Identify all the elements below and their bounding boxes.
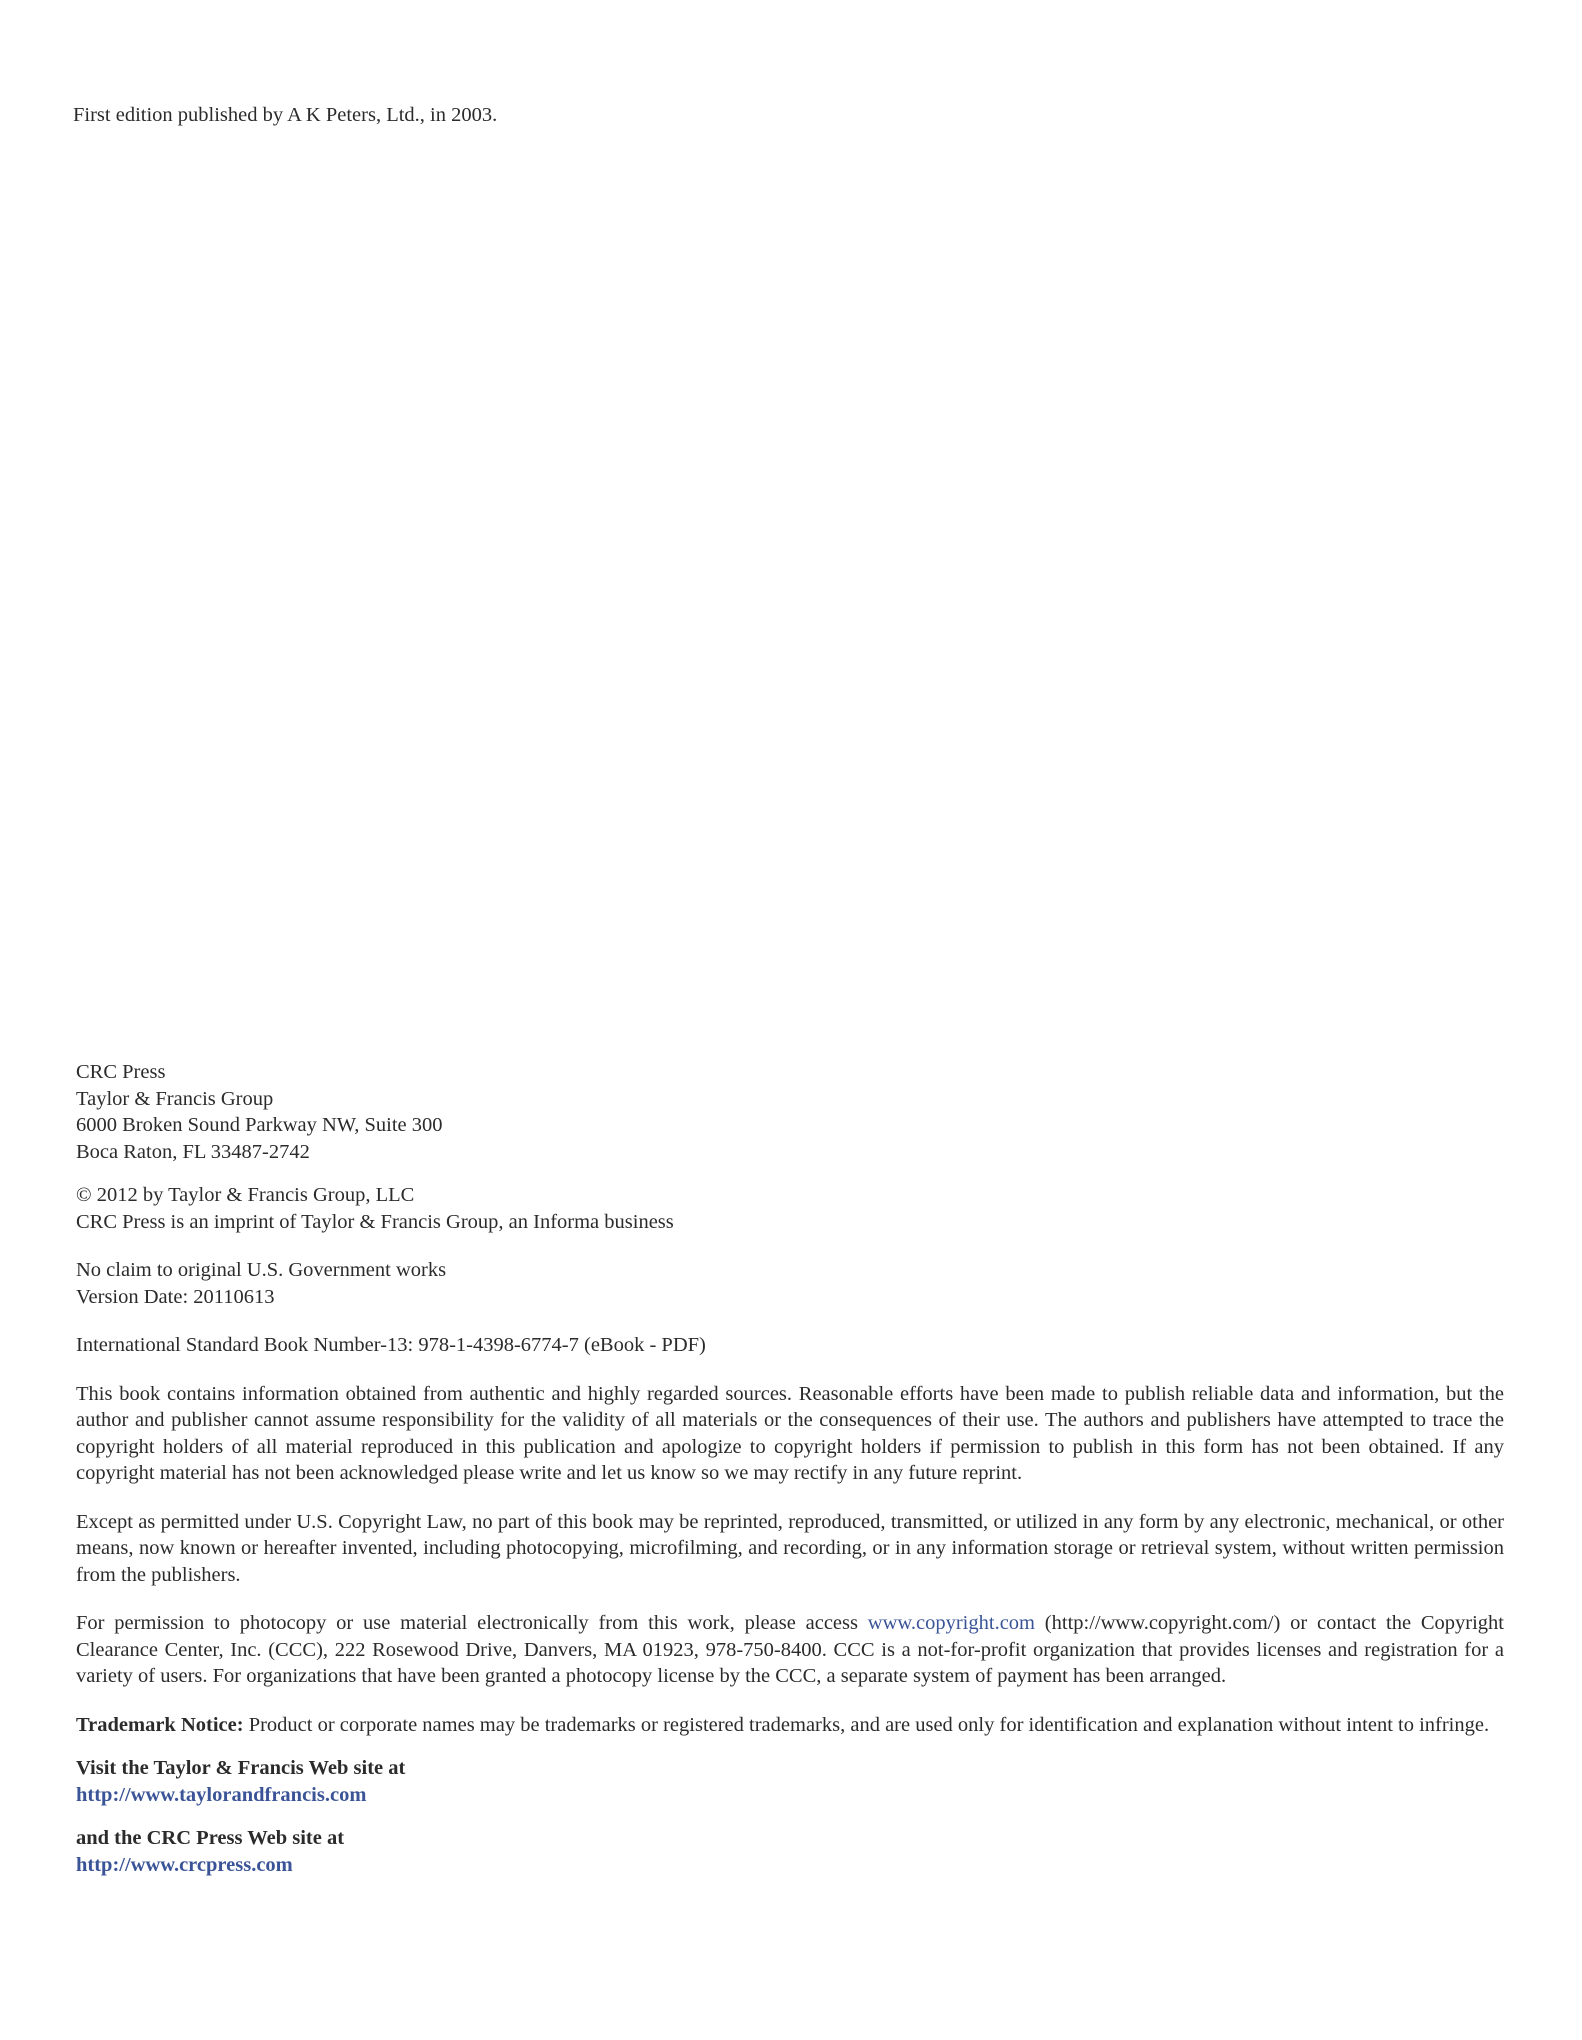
crc-web-link[interactable]: http://www.crcpress.com [76, 1853, 293, 1876]
copyright-link[interactable]: www.copyright.com [867, 1612, 1035, 1634]
copyright-notice [76, 1182, 1504, 1235]
publisher-group: Taylor & Francis Group [76, 1087, 274, 1110]
copyright-line-1: © 2012 by Taylor & Francis Group, LLC [76, 1184, 415, 1206]
publisher-name: CRC Press [76, 1061, 166, 1083]
imprint-block [76, 1059, 1504, 1878]
permission-text-before: For permission to photocopy or use material electronically from this work, please access [76, 1612, 868, 1634]
reproduction-paragraph: Except as permitted under U.S. Copyright Law, no part of this book may be reprinted, reproduced, transmitted, or utilized in any form by any electronic, mechanical, or other means, now known or hereafter invented, including photocopying, microfilming, and recording, or in any information storage or retrieval system, without written permission from the publishers. [76, 1510, 1504, 1586]
address-line-2: Boca Raton, FL 33487-2742 [76, 1140, 310, 1163]
taylor-francis-web [76, 1755, 1504, 1808]
trademark-label: Trademark Notice: [76, 1713, 244, 1736]
claim-line: No claim to original U.S. Government works [76, 1259, 447, 1281]
crc-web-label: and the CRC Press Web site at [76, 1827, 345, 1849]
first-edition-note: First edition published by A K Peters, Ltd., in 2003. [73, 104, 498, 126]
permission-text-after: (http://www.copyright.com/) or contact the Copyright Clearance Center, Inc. (CCC), 222 Rosewood Drive, Danvers, MA 01923, 978-750-8400. CCC is a not-for-profit organization that provides licenses and registration for a variety of users. For organizations that have been granted a photocopy license by the CCC, a separate system of payment has been arranged. [76, 1612, 1504, 1687]
permission-paragraph [76, 1610, 1504, 1690]
trademark-notice [76, 1712, 1504, 1739]
address-line-1: 6000 Broken Sound Parkway NW, Suite 300 [76, 1114, 443, 1136]
publisher-address [76, 1059, 1504, 1165]
crc-web [76, 1825, 1504, 1878]
copyright-line-2: CRC Press is an imprint of Taylor & Francis Group, an Informa business [76, 1210, 674, 1233]
disclaimer-paragraph: This book contains information obtained from authentic and highly regarded sources. Reasonable efforts have been made to publish reliable data and information, but the author and publisher cannot assume responsibility for the validity of all materials or the consequences of their use. The authors and publishers have attempted to trace the copyright holders of all material reproduced in this publication and apologize to copyright holders if permission to publish in this form has not been obtained. If any copyright material has not been acknowledged please write and let us know so we may rectify in any future reprint. [76, 1382, 1504, 1484]
tf-web-link[interactable]: http://www.taylorandfrancis.com [76, 1783, 367, 1806]
version-date: Version Date: 20110613 [76, 1285, 275, 1308]
tf-web-label: Visit the Taylor & Francis Web site at [76, 1757, 406, 1779]
government-claim [76, 1257, 1504, 1310]
trademark-text: Product or corporate names may be trademarks or registered trademarks, and are used only for identification and explanation without intent to infringe. [243, 1713, 1490, 1736]
isbn: International Standard Book Number-13: 978-1-4398-6774-7 (eBook - PDF) [76, 1334, 706, 1356]
